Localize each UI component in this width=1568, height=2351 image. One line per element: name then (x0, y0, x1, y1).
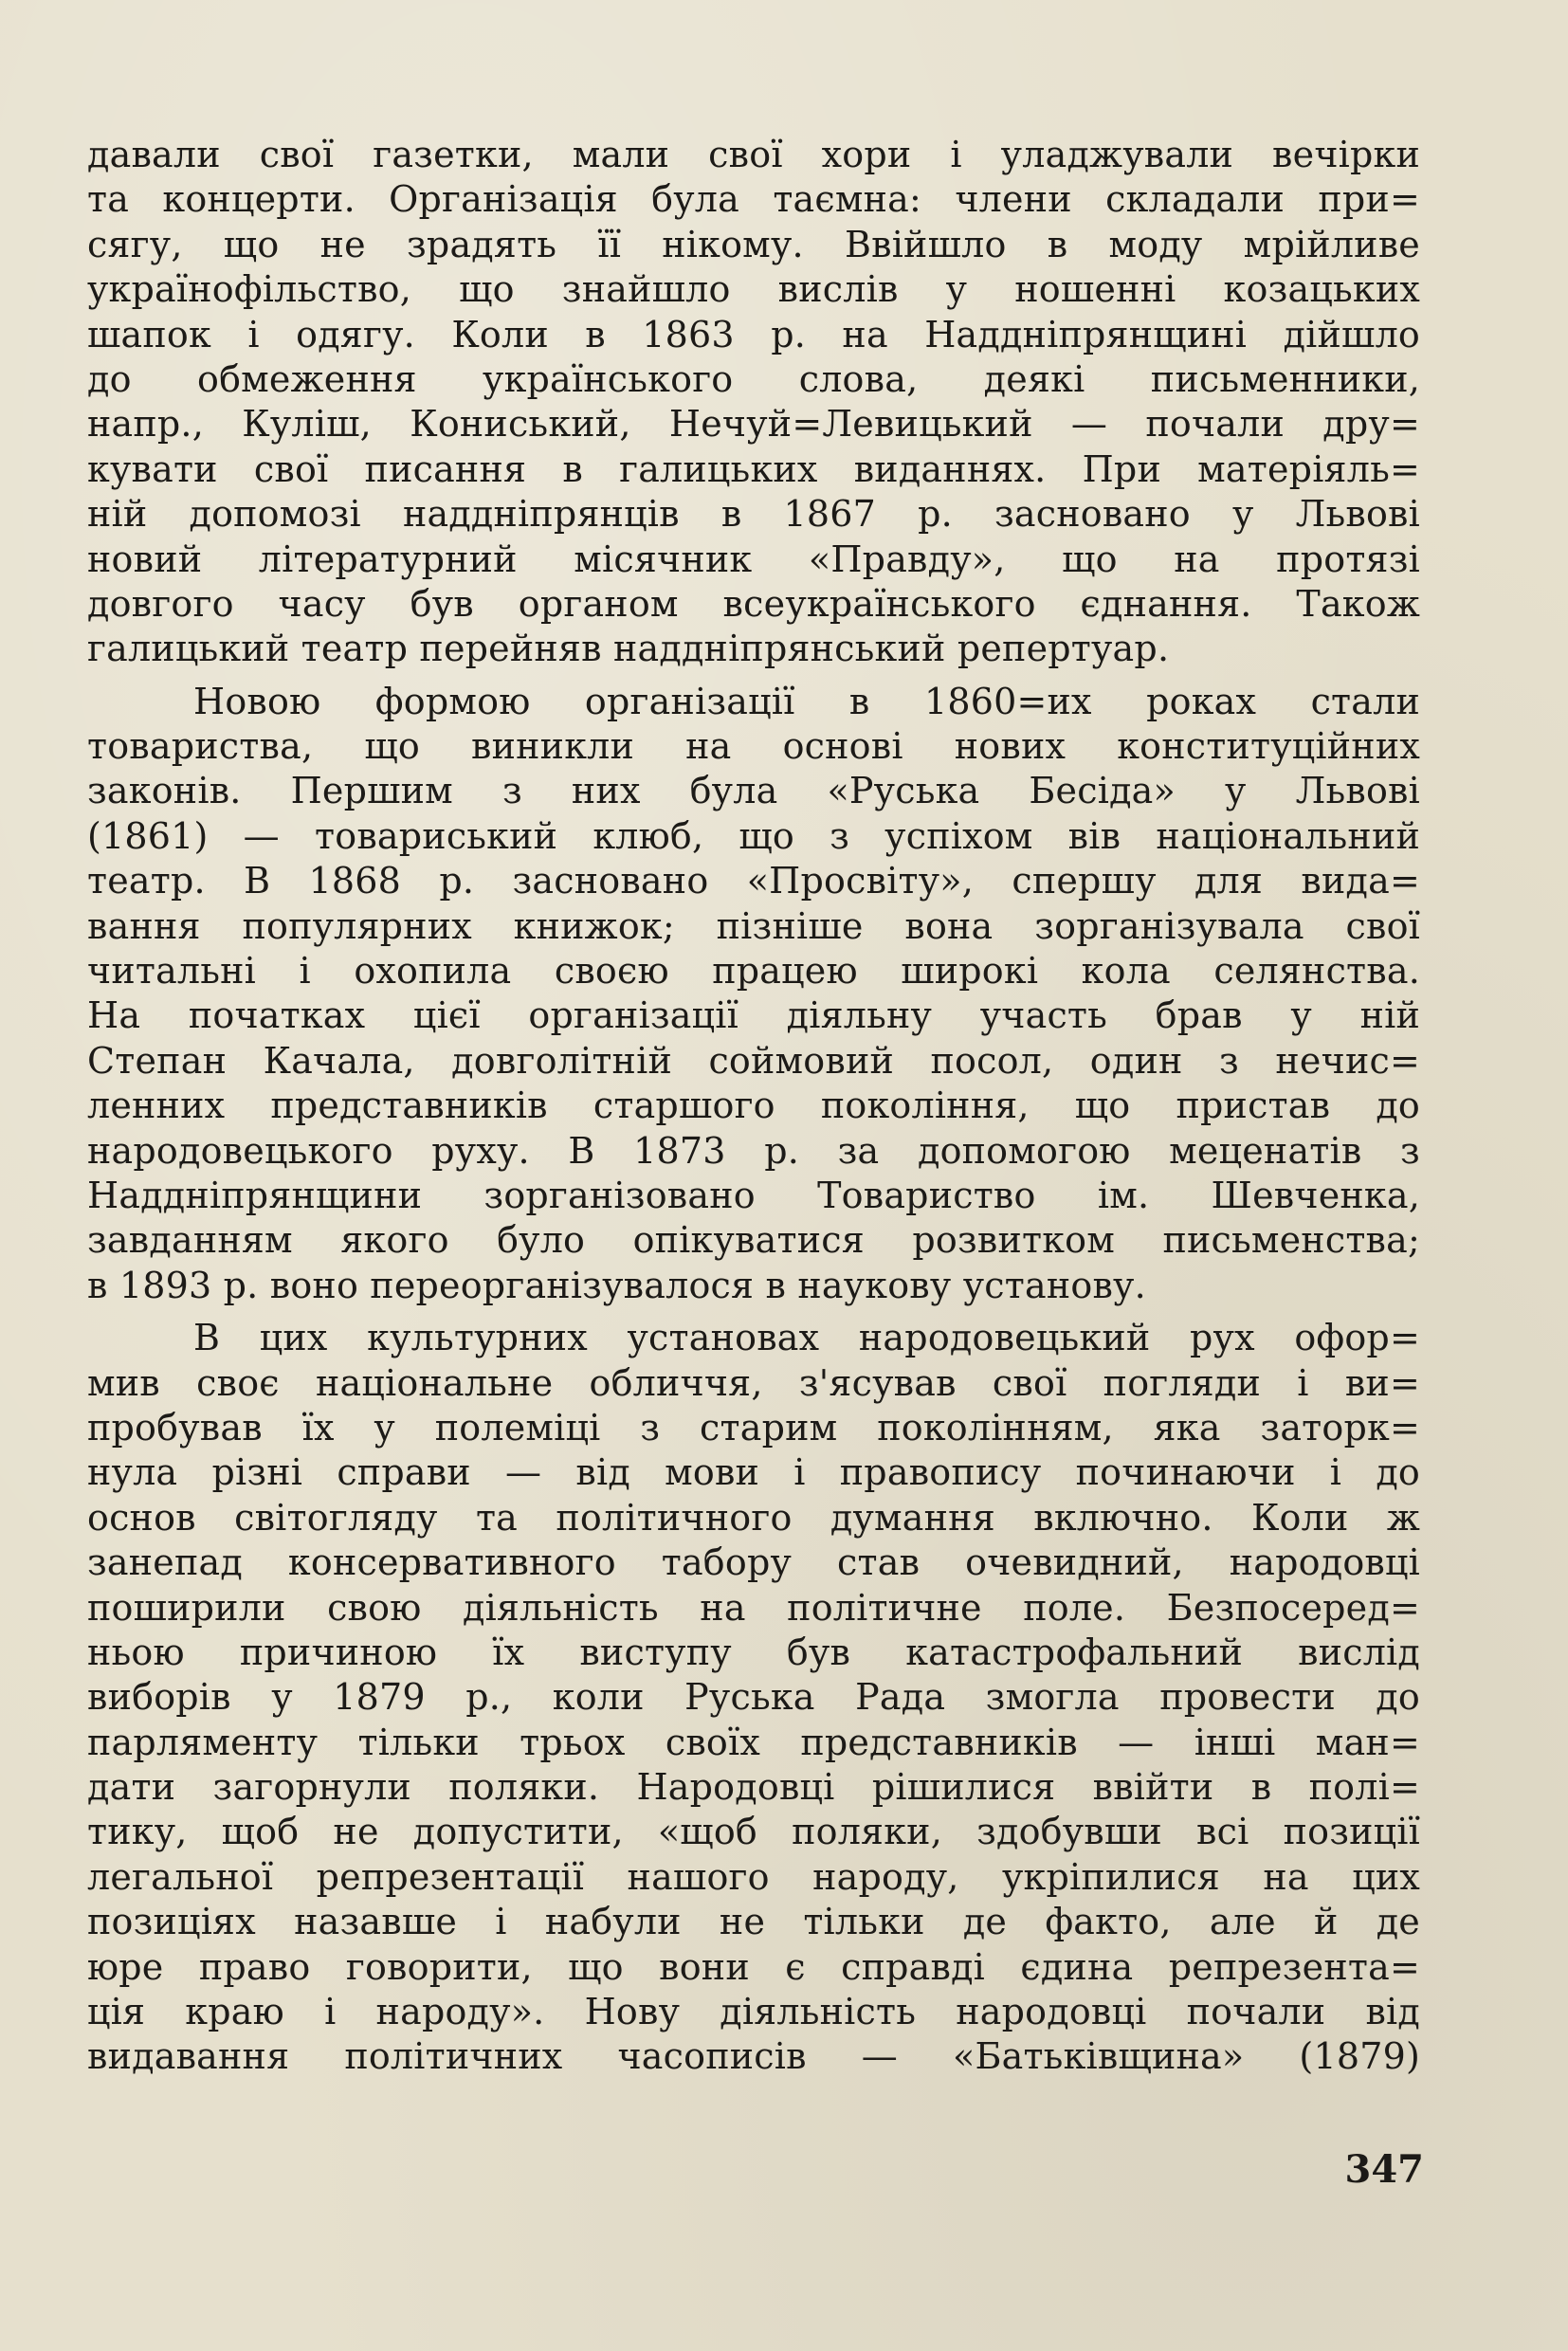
text-line: мив своє національне обличчя, з'ясував свої погляди і ви= (87, 1361, 1420, 1404)
text-line: легальної репрезентації нашого народу, укріпилися на цих (87, 1855, 1420, 1898)
text-line: довгого часу був органом всеукраїнського єднання. Також (87, 582, 1420, 625)
text-line: шапок і одягу. Коли в 1863 р. на Наддніпрянщині дійшло (87, 313, 1420, 355)
text-line: пробував їх у полеміці з старим поколінням, яка заторк= (87, 1406, 1420, 1449)
paragraph-gap (87, 672, 1420, 680)
body-text (87, 133, 1420, 2080)
text-line: основ світогляду та політичного думання включно. Коли ж (87, 1496, 1420, 1539)
text-line: В цих культурних установах народовецький рух офор= (193, 1317, 1420, 1359)
text-line: народовецького руху. В 1873 р. за допомогою меценатів з (87, 1129, 1420, 1172)
text-line: театр. В 1868 р. засновано «Просвіту», спершу для вида= (87, 860, 1420, 902)
text-line: та концерти. Організація була таємна: члени складали при= (87, 178, 1420, 221)
text-line: галицький театр перейняв наддніпрянський репертуар. (87, 628, 1170, 670)
text-line: тику, щоб не допустити, «щоб поляки, здобувши всі позиції (87, 1811, 1420, 1853)
text-line: вання популярних книжок; пізніше вона зорганізувала свої (87, 904, 1420, 947)
text-line: товариства, що виникли на основі нових конституційних (87, 725, 1420, 768)
paragraph-gap (87, 1308, 1420, 1316)
text-line: поширили свою діяльність на політичне поле. Безпосеред= (87, 1586, 1420, 1629)
paragraph-1 (87, 133, 1420, 672)
text-line: ній допомозі наддніпрянців в 1867 р. засновано у Львові (87, 493, 1420, 536)
text-line: дати загорнули поляки. Народовці рішилися ввійти в полі= (87, 1766, 1420, 1809)
text-line: нула різні справи — від мови і правопису починаючи і до (87, 1451, 1420, 1494)
text-line: завданням якого було опікуватися розвитком письменства; (87, 1219, 1420, 1262)
text-line: сягу, що не зрадять її нікому. Ввійшло в моду мрійливе (87, 223, 1420, 265)
text-line: ньою причиною їх виступу був катастрофальний вислід (87, 1631, 1420, 1673)
text-line: занепад консервативного табору став очевидний, народовці (87, 1541, 1420, 1584)
text-line: ція краю і народу». Нову діяльність народовці почали від (87, 1991, 1420, 2033)
text-line: позиціях назавше і набули не тільки де факто, але й де (87, 1901, 1420, 1943)
page-number: 347 (1344, 2147, 1424, 2192)
text-line: Степан Качала, довголітній соймовий посол, один з нечис= (87, 1039, 1420, 1082)
paragraph-2 (87, 680, 1420, 1308)
paragraph-3 (87, 1316, 1420, 2080)
text-line: виборів у 1879 р., коли Руська Рада змогла провести до (87, 1676, 1420, 1719)
text-line: в 1893 р. воно переорганізувалося в наукову установу. (87, 1264, 1146, 1306)
text-line: новий літературний місячник «Правду», що на протязі (87, 538, 1420, 580)
text-line: видавання політичних часописів — «Батьківщина» (1879) (87, 2035, 1420, 2078)
text-line: юре право говорити, що вони є справді єдина репрезента= (87, 1945, 1420, 1988)
text-line: ленних представників старшого покоління, що пристав до (87, 1084, 1420, 1127)
text-line: парляменту тільки трьох своїх представників — інші ман= (87, 1721, 1420, 1763)
text-line: (1861) — товариський клюб, що з успіхом вів національний (87, 814, 1420, 857)
text-line: законів. Першим з них була «Руська Бесіда» у Львові (87, 770, 1420, 812)
text-line: Наддніпрянщини зорганізовано Товариство ім. Шевченка, (87, 1174, 1420, 1216)
text-line: читальні і охопила своєю працею широкі кола селянства. (87, 950, 1420, 993)
text-line: Новою формою організації в 1860=их роках стали (193, 680, 1420, 722)
text-line: українофільство, що знайшло вислів у ношенні козацьких (87, 268, 1420, 311)
text-line: кувати свої писання в галицьких виданнях. При матеріяль= (87, 447, 1420, 490)
text-line: На початках цієї організації діяльну участь брав у ній (87, 994, 1420, 1037)
text-line: напр., Куліш, Кониський, Нечуй=Левицький — почали дру= (87, 403, 1420, 446)
text-line: до обмеження українського слова, деякі письменники, (87, 357, 1420, 400)
text-line: давали свої газетки, мали свої хори і уладжували вечірки (87, 134, 1420, 175)
